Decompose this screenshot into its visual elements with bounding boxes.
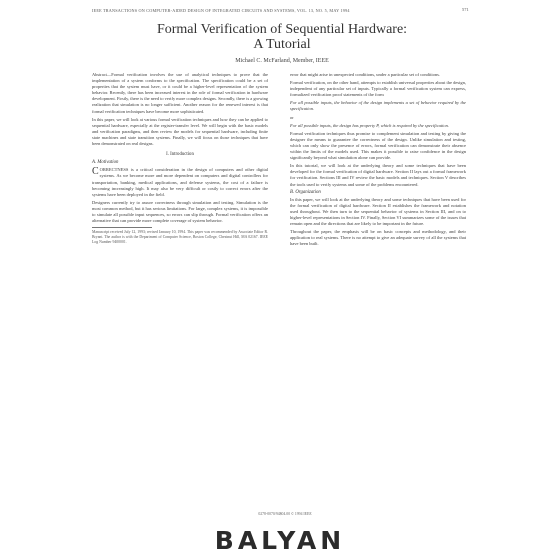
right-paragraph-4: In this tutorial, we will look at the underlying theory and some techniques that have been developed for the formal verification of digital hardware. Section II lays out a formal framework for verification. Sections III and IV review the basic models and techniques. Section V describes the tools used to verify systems and some of the problems encountered. xyxy=(290,163,466,187)
right-paragraph-6: Throughout the paper, the emphasis will be on basic concepts and methodology, and their application to real systems. There is no attempt to give an adequate survey of all the systems that have been built. xyxy=(290,229,466,247)
title-line-1: Formal Verification of Sequential Hardware: xyxy=(156,22,408,37)
intro-paragraph-1-text: ORRECTNESS is a critical consideration in the design of computers and other digital systems. As we become more and more dependent on computers and digital controllers for transportation, banking, medical applications, and defense systems, the cost of a failure is becoming increasingly high. It may also be very difficult or costly to correct errors after the systems have been deployed in the field. xyxy=(92,167,268,197)
running-head: IEEE TRANSACTIONS ON COMPUTER-AIDED DESIGN OF INTEGRATED CIRCUITS AND SYSTEMS, VOL. 13, NO. 5, MAY 1994 xyxy=(92,8,350,13)
right-paragraph-2: Formal verification, on the other hand, attempts to establish universal properties about the design, independent of any particular set of inputs. Typically a formal verification system can express, formalized verification proof statements of the form xyxy=(290,80,466,98)
quote-2: For all possible inputs, the design has property P, which is required by the specification. xyxy=(290,122,450,128)
paper-title xyxy=(92,22,472,52)
abstract-paragraph: Abstract—Formal verification involves the use of analytical techniques to prove that the implementation of a system conforms to the specification. The specification could be a set of properties that the system must have, or it could be a higher-level representation of the system behavior. Recently, there has been increased interest in the role of formal verification in hardware development. Firstly, there is the need to verify more complex designs. Secondly, there is a growing realization that simulation is no longer sufficient. Another reason for the renewed interest is that formal verification techniques have become more sophisticated. xyxy=(92,72,268,114)
intro-paragraph-1 xyxy=(92,167,268,197)
section-heading-introduction: I. Introduction xyxy=(166,152,194,158)
title-line-2: A Tutorial xyxy=(253,37,311,52)
footnote-rule xyxy=(92,227,152,228)
subsection-heading-organization: B. Organization xyxy=(290,189,321,195)
right-paragraph-3: Formal verification techniques thus promise to complement simulation and testing by giving the designer the means to guarantee the correctness of the design. Unlike simulation and testing, which can only show the presence of errors, formal verification can demonstrate their absence within the limits of the models used. This makes it possible to raise confidence in the design significantly beyond what simulation alone can provide. xyxy=(290,130,466,161)
watermark-logo: BALYAN xyxy=(214,526,346,555)
author-line: Michael C. McFarland, Member, IEEE xyxy=(235,58,329,64)
intro-paragraph-2: Designers currently try to assure correctness through simulation and testing. Simulation is the most common method, but it has serious limitations. For large, complex systems, it is impossible to simulate all possible input sequences, so errors can slip through. Formal verification offers an alternative that can provide more complete coverage of system behavior. xyxy=(92,199,268,224)
subsection-heading-motivation: A. Motivation xyxy=(92,160,119,166)
drop-cap: C xyxy=(92,166,99,178)
footnote: Manuscript received July 12, 1993; revised January 10, 1994. This paper was recommended by Associate Editor R. Bryant. The author is with the Department of Computer Science, Boston College, Chestnut Hill, MA 02167. IEEE Log Number 9400001. xyxy=(92,230,268,245)
right-paragraph-1: error that might arise in unexpected conditions, under a particular set of conditions. xyxy=(290,72,440,77)
right-column xyxy=(290,72,466,249)
abstract-paragraph-2: In this paper, we will look at various formal verification techniques and how they can be applied to sequential hardware, especially at the register-transfer level. We will begin with the basic models and verification paradigms, and then review the models for sequential hardware, including finite state machines and state transition systems. Finally, we will focus on those techniques that have been demonstrated on real designs. xyxy=(92,116,268,147)
right-paragraph-5: In this paper, we will look at the underlying theory and some techniques that have been used for the formal verification of digital hardware. Section II establishes the framework and notation used throughout. We then turn to the sequential behavior of systems in Section III, and on to higher-level representations in Section IV. Finally, Section VI summarizes some of the issues that remain open and the directions that are likely to be important in the future. xyxy=(290,196,466,227)
page-number: 571 xyxy=(462,7,469,12)
quote-1: For all possible inputs, the behavior of the design implements a set of behavior required by the specification. xyxy=(290,100,466,112)
or-text: or xyxy=(290,114,294,120)
copyright-code: 0278-0070/94$04.00 © 1994 IEEE xyxy=(258,512,312,516)
left-column xyxy=(92,72,268,247)
